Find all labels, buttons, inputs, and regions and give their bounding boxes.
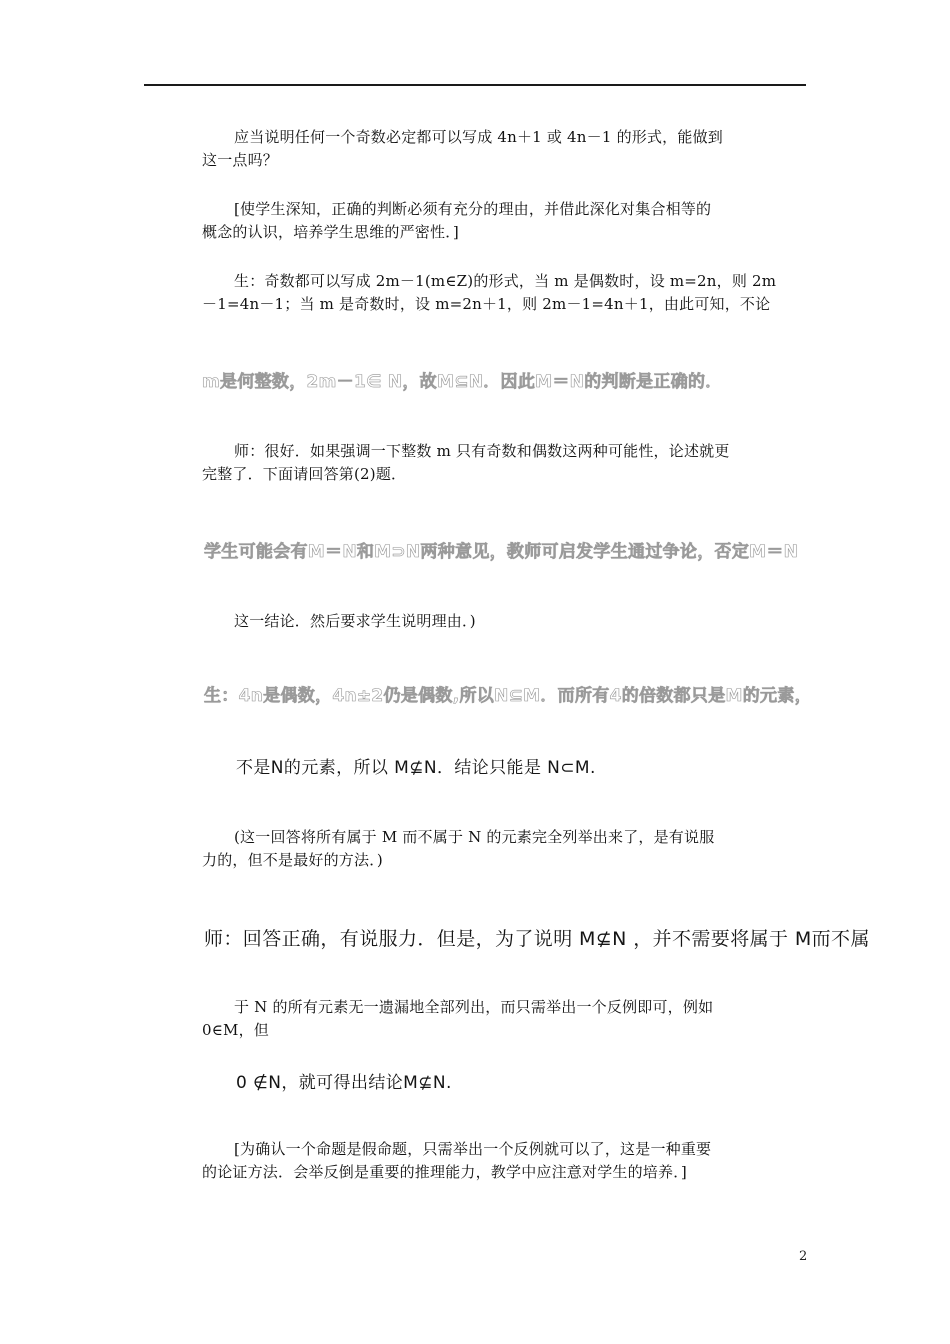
text-line: 师：很好．如果强调一下整数 m 只有奇数和偶数这两种可能性，论述就更 — [234, 442, 730, 460]
text-line: －1=4n－1；当 m 是奇数时，设 m=2n＋1，则 2m－1=4n＋1，由此可知，不论 — [202, 295, 771, 313]
text-line: 生：奇数都可以写成 2m－1(m∈Z)的形式，当 m 是偶数时，设 m=2n，则 2m — [234, 272, 777, 290]
text-line: [为确认一个命题是假命题，只需举出一个反例就可以了，这是一种重要 — [234, 1140, 712, 1158]
paragraph-teaching-note-3 — [202, 1138, 794, 1184]
text-line: 概念的认识，培养学生思维的严密性．] — [202, 223, 459, 241]
paragraph-conclusion-note — [202, 610, 794, 633]
image-text-line-2: 学生可能会有M＝N和M⊃N两种意见，教师可启发学生通过争论，否定M＝N — [204, 542, 799, 562]
paragraph-teaching-note-2 — [202, 826, 794, 872]
image-text-line-3: 生：4n是偶数，4n±2仍是偶数,所以N⊆M．而所有4的倍数都只是M的元素， — [204, 686, 812, 706]
text-line: 这一点吗？ — [202, 151, 279, 169]
header-rule — [144, 84, 806, 86]
text-line: 的论证方法．会举反倒是重要的推理能力，教学中应注意对学生的培养．] — [202, 1163, 687, 1181]
page-number: 2 — [799, 1249, 808, 1264]
text-line: [使学生深知，正确的判断必须有充分的理由，并借此深化对集合相等的 — [234, 200, 712, 218]
text-line: 这一结论．然后要求学生说明理由．) — [234, 612, 476, 630]
text-line: (这一回答将所有属于 M 而不属于 N 的元素完全列举出来了，是有说服 — [234, 828, 715, 846]
paragraph-teacher-1 — [202, 440, 794, 486]
paragraph-student-answer-1 — [202, 270, 794, 316]
paragraph-counterexample — [202, 996, 794, 1042]
paragraph-teaching-note-1 — [202, 198, 794, 244]
image-text-line-5: 师：回答正确，有说服力．但是，为了说明 M⊈N ，并不需要将属于 M而不属 — [204, 928, 870, 950]
text-line: 完整了．下面请回答第(2)题． — [202, 465, 407, 483]
image-text-line-1: m是何整数，2m－1∈ N，故M⊆N．因此M＝N的判断是正确的． — [202, 372, 723, 392]
text-line: 力的，但不是最好的方法．) — [202, 851, 383, 869]
image-text-line-4: 不是N的元素，所以 M⊈N．结论只能是 N⊂M. — [236, 758, 596, 778]
text-line: 于 N 的所有元素无一遗漏地全部列出，而只需举出一个反例即可，例如 — [234, 998, 714, 1016]
text-line: 应当说明任何一个奇数必定都可以写成 4n＋1 或 4n－1 的形式，能做到 — [234, 128, 723, 146]
image-text-line-6: 0 ∉N，就可得出结论M⊈N. — [236, 1073, 452, 1093]
text-line: 0∈M，但 — [202, 1021, 270, 1039]
paragraph-odd-numbers — [202, 126, 794, 172]
